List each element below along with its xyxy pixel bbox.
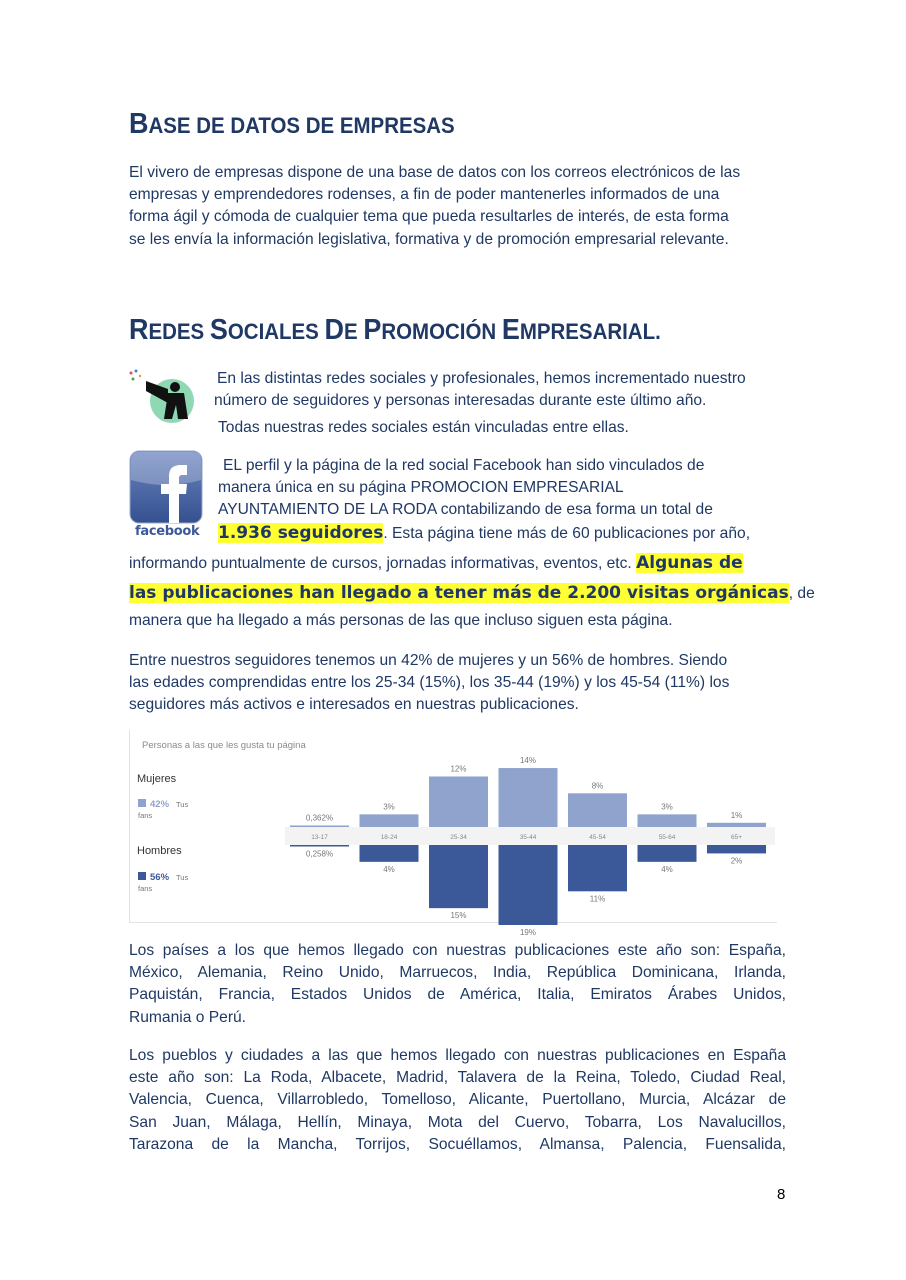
bar-hombres — [499, 845, 558, 925]
paragraph-line: Entre nuestros seguidores tenemos un 42% de mujeres y un 56% de hombres. Siendo — [129, 652, 728, 669]
fb-line: AYUNTAMIENTO DE LA RODA contabilizando de esa forma un total de — [218, 501, 713, 518]
tick-label: 18-24 — [380, 834, 398, 841]
megaphone-icon — [128, 369, 200, 421]
title-initial: B — [129, 108, 149, 140]
title-rest: MPRESARIAL. — [519, 319, 661, 344]
chart-title: Personas a las que les gusta tu página — [142, 740, 306, 751]
fb-line — [218, 523, 750, 543]
paragraph-line: este año son: La Roda, Albacete, Madrid, Talavera de la Reina, Toledo, Ciudad Real, — [129, 1069, 786, 1087]
data-label-mujeres: 3% — [661, 802, 673, 812]
fb-line: manera única en su página PROMOCION EMPRESARIAL — [218, 479, 624, 496]
bar-hombres — [290, 845, 349, 847]
paragraph-line: México, Alemania, Reino Unido, Marruecos, India, República Dominicana, Irlanda, — [129, 964, 786, 982]
tick-label: 13-17 — [311, 834, 328, 841]
legend-suffix: Tus — [176, 873, 189, 882]
legend-suffix: fans — [138, 884, 153, 893]
bar-mujeres — [638, 814, 697, 827]
bar-mujeres — [360, 814, 419, 827]
fb-line-rest: . Esta página tiene más de 60 publicaciones por año, — [383, 525, 751, 542]
towns-paragraph — [129, 1045, 786, 1156]
fans-demographics-chart — [129, 730, 777, 937]
paragraph-line: San Juan, Málaga, Hellín, Minaya, Mota del Cuervo, Tobarra, Los Navalucillos, — [129, 1113, 786, 1131]
fb-line: manera que ha llegado a más personas de las que incluso siguen esta página. — [129, 612, 673, 629]
fb-line: EL perfil y la página de la red social Facebook han sido vinculados de — [223, 457, 705, 474]
bar-mujeres — [499, 768, 558, 827]
tick-label: 45-54 — [589, 834, 606, 841]
bar-hombres — [568, 845, 627, 891]
data-label-hombres: 19% — [519, 928, 537, 937]
legend-share: 42% — [150, 799, 170, 810]
tick-label: 35-44 — [519, 834, 537, 841]
data-label-hombres: 15% — [450, 911, 467, 921]
legend-swatch — [138, 799, 146, 807]
title-rest: OCIALES — [227, 319, 325, 344]
data-label-hombres: 4% — [661, 864, 673, 874]
visits-highlight: las publicaciones han llegado a tener más de 2.200 visitas orgánicas — [129, 583, 789, 603]
section-title-redes-sociales — [129, 314, 661, 347]
title-initial: R — [129, 314, 149, 346]
demographics-paragraph — [129, 650, 786, 717]
fb-line-text: informando puntualmente de cursos, jornadas informativas, eventos, etc. — [129, 555, 632, 572]
tick-label: 55-64 — [658, 834, 676, 841]
paragraph-line: Paquistán, Francia, Estados Unidos de América, Italia, Emiratos Árabes Unidos, — [129, 986, 786, 1004]
tick-label: 25-34 — [450, 834, 467, 841]
paragraph-line: Rumania o Perú. — [129, 1008, 247, 1026]
paragraph-line: seguidores más activos e interesados en nuestras publicaciones. — [129, 696, 579, 714]
paragraph-line: forma ágil y cómoda de cualquier tema que pueda resultarles de interés, de esta forma — [129, 208, 729, 226]
fb-line-rest: , de — [788, 585, 815, 602]
page-number: 8 — [777, 1186, 786, 1203]
fb-line — [129, 583, 815, 603]
paragraph-line: se les envía la información legislativa, formativa y de promoción empresarial relevante. — [129, 230, 729, 248]
data-label-mujeres: 0,362% — [305, 813, 334, 823]
bar-hombres — [429, 845, 488, 908]
bar-hombres — [707, 845, 766, 853]
facebook-logo-icon — [129, 450, 203, 542]
visits-highlight: Algunas de — [636, 553, 743, 573]
legend-label: Hombres — [137, 845, 182, 857]
data-label-hombres: 0,258% — [305, 849, 334, 859]
paragraph-line: empresas y emprendedores rodenses, a fin de poder mantenerles informados de una — [129, 186, 720, 204]
paragraph-line: El vivero de empresas dispone de una base de datos con los correos electrónicos de las — [129, 164, 741, 181]
bar-hombres — [638, 845, 697, 862]
data-label-hombres: 11% — [589, 894, 606, 904]
intro-line: Todas nuestras redes sociales están vinculadas entre ellas. — [218, 419, 629, 436]
paragraph-line: Los países a los que hemos llegado con nuestras publicaciones este año son: España, — [129, 942, 786, 959]
paragraph-line: Los pueblos y ciudades a las que hemos llegado con nuestras publicaciones en España — [129, 1047, 786, 1064]
data-label-hombres: 4% — [383, 864, 395, 874]
paragraph-line: las edades comprendidas entre los 25-34 (15%), los 35-44 (19%) y los 45-54 (11%) los — [129, 674, 730, 692]
facebook-logo-text: facebook — [135, 524, 200, 539]
title-rest: EDES — [148, 319, 210, 344]
legend-share: 56% — [150, 872, 170, 883]
bar-mujeres — [707, 823, 766, 827]
bar-mujeres — [290, 825, 349, 827]
bar-mujeres — [429, 776, 488, 827]
legend-label: Mujeres — [137, 773, 177, 785]
title-rest: ROMOCIÓN — [381, 319, 502, 344]
title-initial: E — [501, 314, 520, 346]
legend-swatch — [138, 872, 146, 880]
section-title-base-datos — [129, 108, 455, 141]
data-label-mujeres: 8% — [591, 781, 604, 791]
data-label-mujeres: 3% — [383, 802, 395, 812]
title-rest: ASE DE DATOS DE EMPRESAS — [148, 113, 455, 138]
intro-line: En las distintas redes sociales y profesionales, hemos incrementado nuestro — [217, 370, 746, 387]
title-initial: P — [363, 314, 382, 346]
countries-paragraph — [129, 940, 786, 1029]
data-label-mujeres: 12% — [450, 764, 467, 774]
section1-paragraph — [129, 162, 786, 251]
title-initial: S — [209, 314, 228, 346]
tick-label: 65+ — [730, 834, 743, 841]
bar-mujeres — [568, 793, 627, 827]
paragraph-line: Valencia, Cuenca, Villarrobledo, Tomelloso, Alicante, Puertollano, Murcia, Alcázar de — [129, 1091, 786, 1109]
followers-highlight: 1.936 seguidores — [218, 523, 384, 543]
bar-hombres — [360, 845, 419, 862]
data-label-mujeres: 14% — [519, 756, 537, 766]
fb-line — [129, 553, 743, 573]
data-label-mujeres: 1% — [730, 810, 743, 820]
data-label-hombres: 2% — [730, 856, 743, 866]
legend-suffix: Tus — [176, 800, 189, 809]
legend-suffix: fans — [138, 811, 153, 820]
paragraph-line: Tarazona de la Mancha, Torrijos, Socuéllamos, Almansa, Palencia, Fuensalida, — [129, 1135, 786, 1153]
title-initial: D — [324, 314, 345, 346]
intro-line: número de seguidores y personas interesadas durante este último año. — [214, 392, 707, 409]
title-rest: E — [344, 319, 364, 344]
